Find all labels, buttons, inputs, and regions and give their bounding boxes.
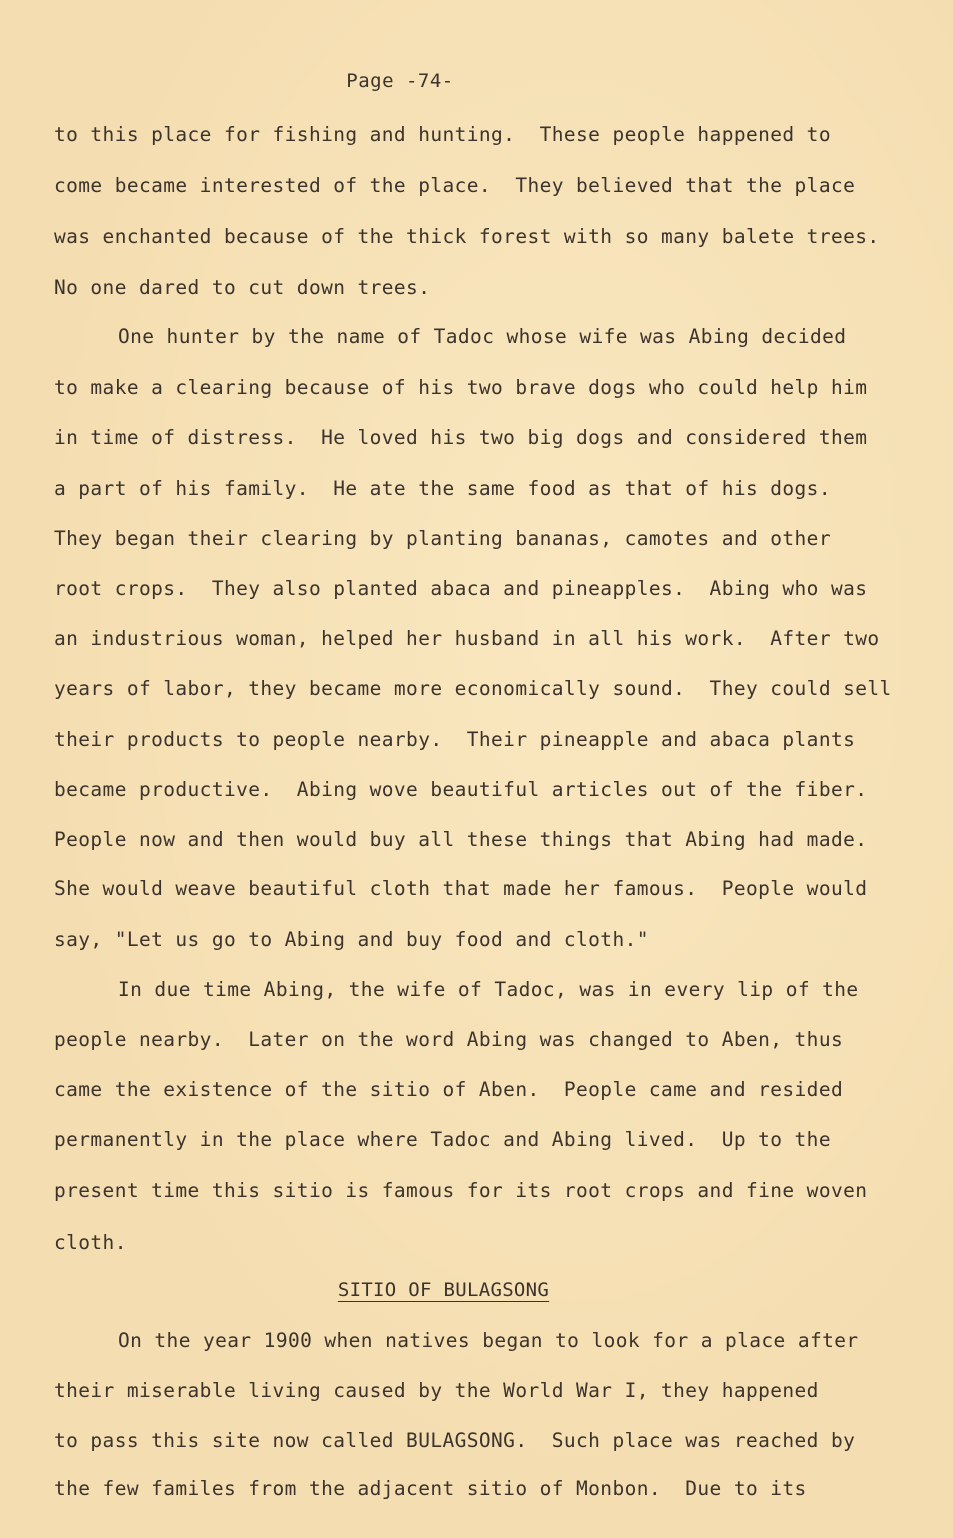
text-line: root crops. They also planted abaca and pineapples. Abing who was (54, 577, 868, 600)
text-line: was enchanted because of the thick forest with so many balete trees. (54, 225, 880, 248)
text-line: people nearby. Later on the word Abing was changed to Aben, thus (54, 1028, 844, 1051)
text-line: No one dared to cut down trees. (54, 276, 431, 299)
text-line: say, "Let us go to Abing and buy food and cloth." (54, 928, 649, 951)
text-line: years of labor, they became more economically sound. They could sell (54, 677, 892, 700)
text-line: their miserable living caused by the World War I, they happened (54, 1379, 819, 1402)
text-line: became productive. Abing wove beautiful articles out of the fiber. (54, 778, 868, 801)
text-line: to pass this site now called BULAGSONG. Such place was reached by (54, 1429, 856, 1452)
text-line: in time of distress. He loved his two big dogs and considered them (54, 426, 868, 449)
text-line: an industrious woman, helped her husband in all his work. After two (54, 627, 880, 650)
text-line: present time this sitio is famous for its root crops and fine woven (54, 1179, 868, 1202)
text-line: permanently in the place where Tadoc and Abing lived. Up to the (54, 1128, 831, 1151)
page-number: Page -74- (346, 70, 454, 92)
text-line: the few familes from the adjacent sitio of Monbon. Due to its (54, 1477, 807, 1500)
text-line: their products to people nearby. Their pineapple and abaca plants (54, 728, 856, 751)
text-line: come became interested of the place. They believed that the place (54, 174, 856, 197)
text-line: to this place for fishing and hunting. These people happened to (54, 123, 831, 146)
text-line: People now and then would buy all these things that Abing had made. (54, 828, 868, 851)
paragraph-first-line: In due time Abing, the wife of Tadoc, was in every lip of the (118, 978, 859, 1001)
text-line: a part of his family. He ate the same food as that of his dogs. (54, 477, 831, 500)
section-heading: SITIO OF BULAGSONG (337, 1279, 550, 1301)
text-line: She would weave beautiful cloth that made her famous. People would (54, 877, 868, 900)
text-line: came the existence of the sitio of Aben. People came and resided (54, 1078, 844, 1101)
text-line: cloth. (54, 1231, 127, 1254)
text-line: They began their clearing by planting bananas, camotes and other (54, 527, 831, 550)
text-line: to make a clearing because of his two brave dogs who could help him (54, 376, 868, 399)
paragraph-first-line: On the year 1900 when natives began to look for a place after (118, 1329, 859, 1352)
paragraph-first-line: One hunter by the name of Tadoc whose wife was Abing decided (118, 325, 847, 348)
